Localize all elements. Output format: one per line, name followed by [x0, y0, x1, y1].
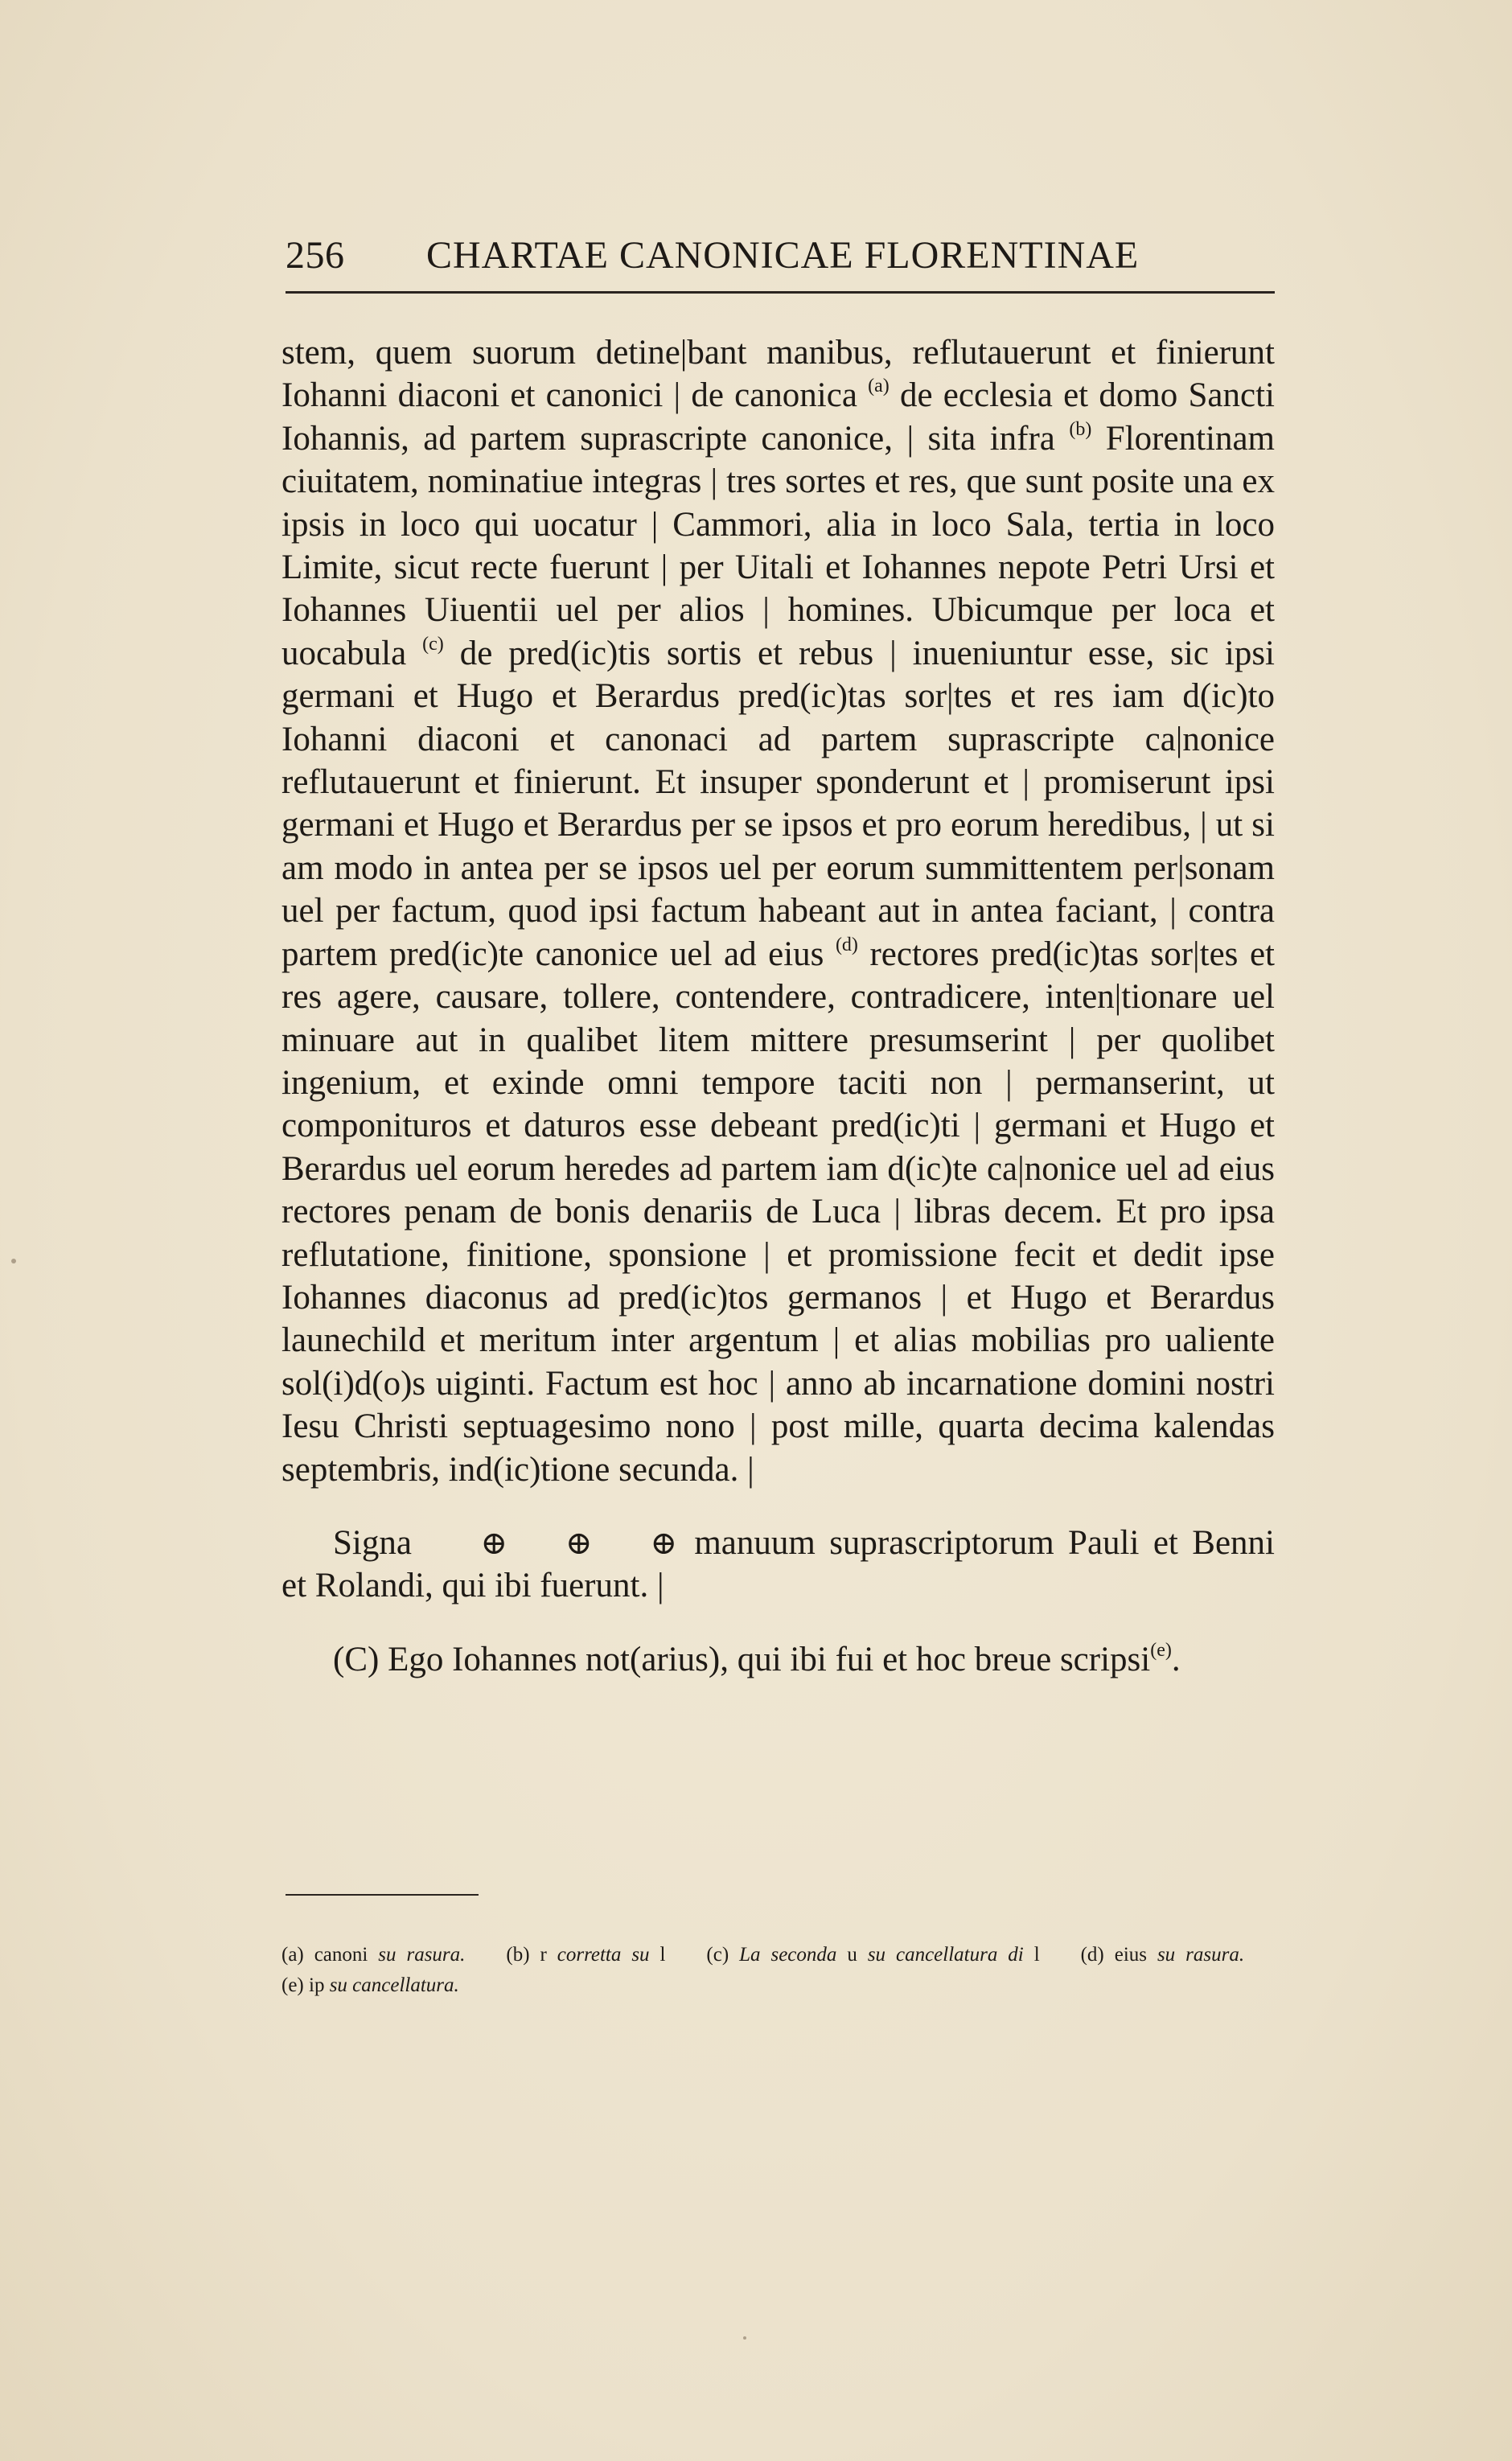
footnote-post: u [847, 1944, 857, 1966]
footnote-label: (e) [281, 1974, 304, 1996]
footnote-post: l [1033, 1944, 1040, 1966]
footnote-label: (b) [506, 1944, 530, 1966]
footnote-mark-b: (b) [1069, 418, 1092, 440]
charter-text [281, 331, 1275, 1681]
notary-subscription [281, 1638, 1275, 1681]
subscription-end: . [1171, 1640, 1181, 1678]
book-title: CHARTAE CANONICAE FLORENTINAE [426, 234, 1140, 277]
main-paragraph [281, 331, 1275, 1491]
footnote-e [281, 1974, 459, 1996]
subscription-text: (C) Ego Iohannes not(arius), qui ibi fui et hoc breue scripsi [333, 1640, 1151, 1678]
cross-sign-icon: ⊕ [480, 1524, 507, 1561]
footnote-note: su cancellatura di [867, 1944, 1024, 1966]
footnote-label: (c) [706, 1944, 729, 1966]
footnote-label: (a) [281, 1944, 304, 1966]
footnote-label: (d) [1080, 1944, 1104, 1966]
signa-paragraph [281, 1522, 1275, 1608]
footnote-note: su cancellatura. [329, 1974, 459, 1996]
text-segment: rectores pred(ic)tas sor|tes et res agere, causare, tollere, contendere, contradicere, inten|tionare uel minuare aut in qualibet litem mittere presumserint | per quolibet ingenium, et exinde omni tempore taciti non | permanserint, ut componituros et daturos esse debeant pred(ic)ti | germani et Hugo et Berardus uel eorum heredes ad partem iam d(ic)te ca|nonice uel ad eius rectores penam de bonis denariis de Luca | libras decem. Et pro ipsa reflutatione, finitione, sponsione | et promissione fecit et dedit ipse Iohannes diaconus ad pred(ic)tos germanos | et Hugo et Berardus launechild et meritum inter argentum | et alias mobilias pro ualiente sol(i)d(o)s uiginti. Factum est hoc | anno ab incarnatione domini nostri Iesu Christi septuagesimo nono | post mille, quarta decima kalendas septembris, ind(ic)tione secunda. | [281, 935, 1275, 1489]
cross-sign-icon: ⊕ [565, 1524, 593, 1561]
paper-speck [743, 2336, 746, 2340]
text-segment: de pred(ic)tis sortis et rebus | inueniuntur esse, sic ipsi germani et Hugo et Berardus pred(ic)tas sor|tes et res iam d(ic)to Iohanni diaconi et canonaci ad partem suprascripte ca|nonice reflutauerunt et finierunt. Et insuper sponderunt et | promiserunt ipsi germani et Hugo et Berardus per se ipsos et pro eorum heredibus, | ut si am modo in antea per se ipsos uel per eorum summittentem per|sonam uel per factum, quod ipsi factum habeant aut in antea faciant, | contra partem pred(ic)te canonice uel ad eius [281, 634, 1276, 973]
footnote-pre: eius [1114, 1944, 1147, 1966]
running-head [286, 233, 1275, 290]
footnotes [281, 1940, 1275, 2001]
footnote-note: La seconda [739, 1944, 837, 1966]
footnote-d [1081, 1944, 1244, 1966]
text-segment: de ecclesia et domo Sancti Iohannis, ad partem suprascripte canonice, | sita infra [281, 376, 1275, 458]
footnote-c [706, 1944, 1039, 1966]
paper-speck [11, 1259, 16, 1263]
footnote-post: l [659, 1944, 666, 1966]
footnote-note: corretta su [557, 1944, 650, 1966]
signa-word: Signa [333, 1523, 412, 1562]
footnote-mark-a: (a) [868, 376, 890, 397]
footnote-pre: canoni [314, 1944, 368, 1966]
footnote-mark-d: (d) [835, 934, 858, 955]
footnote-a [281, 1944, 465, 1966]
text-segment: Florentinam ciuitatem, nominatiue integras | tres sortes et res, que sunt posite una ex ipsis in loco qui uocatur | Cammori, alia in loco Sala, tertia in loco Limite, sicut recte fuerunt | per Uitali et Iohannes nepote Petri Ursi et Iohannes Uiuentii uel per alios | homines. Ubicumque per loca et uocabula [281, 419, 1275, 672]
text-segment: stem, quem suorum detine|bant manibus, reflutauerunt et finierunt Iohanni diaconi et canonici | de canonica [281, 334, 1275, 415]
footnote-note: su rasura. [1157, 1944, 1245, 1966]
header-rule [286, 291, 1275, 294]
footnote-mark-e: (e) [1150, 1639, 1172, 1661]
footnote-rule [286, 1894, 479, 1896]
footnote-pre: ip [309, 1974, 325, 1996]
page-number: 256 [286, 234, 345, 277]
footnote-pre: r [540, 1944, 547, 1966]
cross-sign-icon: ⊕ [650, 1524, 677, 1561]
footnote-b [506, 1944, 665, 1966]
signa-text: manuum suprascriptorum Pauli et Benni et Rolandi, qui ibi fuerunt. | [281, 1523, 1275, 1605]
footnote-note: su rasura. [378, 1944, 466, 1966]
footnote-mark-c: (c) [422, 633, 444, 655]
